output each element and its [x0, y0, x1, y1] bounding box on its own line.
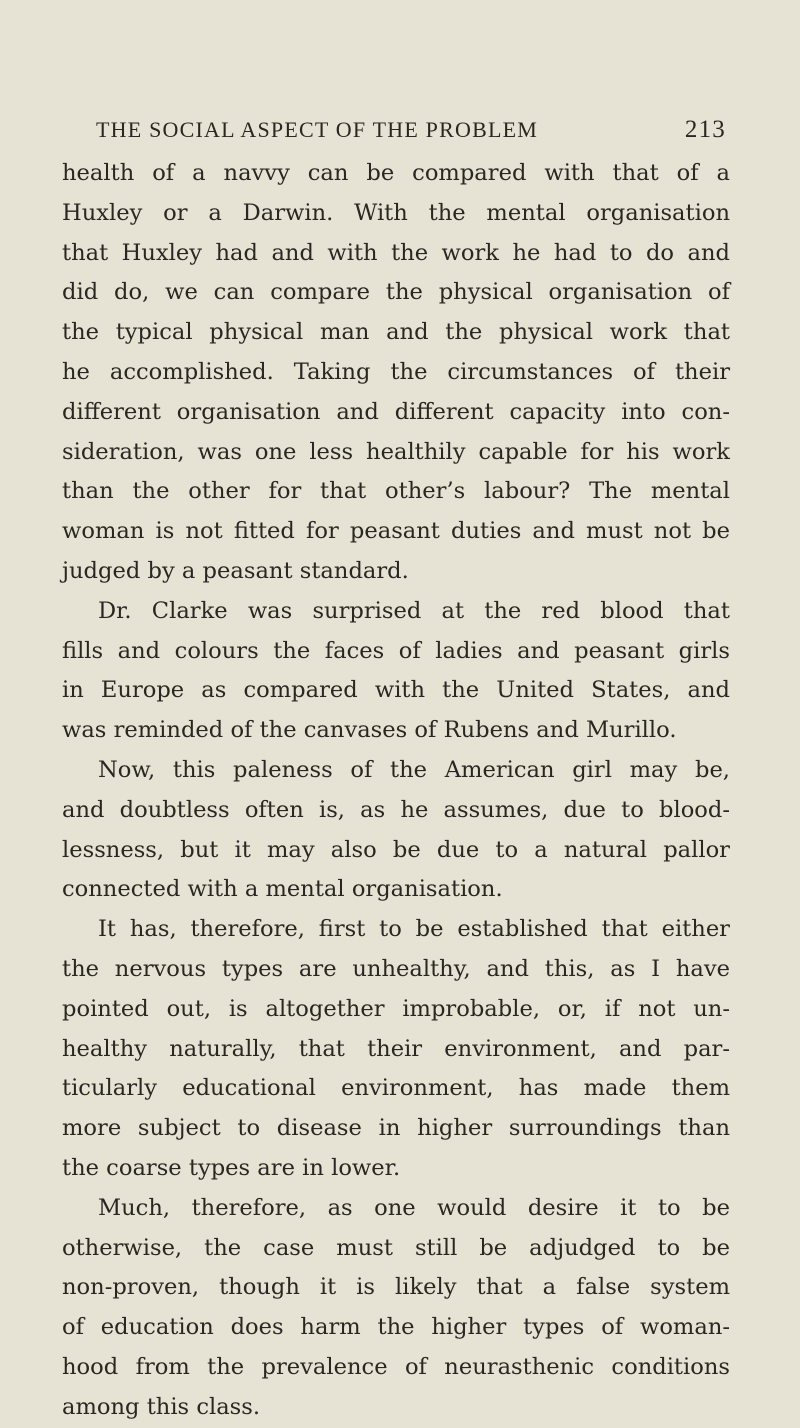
text-line: did do, we can compare the physical organisation of	[62, 279, 730, 306]
text-line: judged by a peasant standard.	[62, 557, 409, 584]
running-head	[96, 114, 726, 146]
text-line: in Europe as compared with the United States, and	[62, 677, 730, 704]
text-line: that Huxley had and with the work he had to do and	[62, 239, 730, 266]
text-line: connected with a mental organisation.	[62, 876, 503, 903]
body-text	[62, 154, 730, 1428]
text-line: It has, therefore, first to be established that either	[98, 916, 730, 943]
text-line: sideration, was one less healthily capable for his work	[62, 438, 730, 465]
text-line: Now, this paleness of the American girl may be,	[98, 756, 730, 783]
running-title: THE SOCIAL ASPECT OF THE PROBLEM	[96, 117, 538, 142]
text-line: and doubtless often is, as he assumes, due to blood-	[62, 796, 730, 823]
text-line: he accomplished. Taking the circumstances of their	[62, 358, 730, 385]
text-line: otherwise, the case must still be adjudged to be	[62, 1234, 730, 1261]
text-line: than the other for that other’s labour? The mental	[62, 478, 730, 505]
text-line: Huxley or a Darwin. With the mental organisation	[62, 199, 730, 226]
text-line: lessness, but it may also be due to a natural pallor	[62, 836, 730, 863]
text-line: different organisation and different capacity into con-	[62, 398, 730, 425]
text-line: more subject to disease in higher surroundings than	[62, 1115, 730, 1142]
text-line: ticularly educational environment, has made them	[62, 1075, 730, 1102]
text-line: was reminded of the canvases of Rubens and Murillo.	[62, 717, 677, 744]
text-line: healthy naturally, that their environment, and par-	[62, 1035, 730, 1062]
text-line: the typical physical man and the physical work that	[62, 319, 730, 346]
text-line: among this class.	[62, 1393, 261, 1420]
text-line: the nervous types are unhealthy, and this, as I have	[62, 955, 730, 982]
text-line: Dr. Clarke was surprised at the red blood that	[98, 597, 730, 624]
text-line: Much, therefore, as one would desire it to be	[98, 1194, 730, 1221]
text-line: woman is not fitted for peasant duties and must not be	[62, 518, 730, 545]
text-line: health of a navvy can be compared with that of a	[62, 160, 730, 186]
text-line: pointed out, is altogether improbable, or, if not un-	[62, 995, 730, 1022]
text-line: of education does harm the higher types of woman-	[62, 1314, 730, 1341]
page-number: 213	[684, 116, 726, 143]
text-line: the coarse types are in lower.	[62, 1154, 401, 1181]
text-line: non-proven, though it is likely that a false system	[62, 1274, 730, 1301]
text-line: fills and colours the faces of ladies and peasant girls	[62, 637, 730, 664]
text-line: hood from the prevalence of neurasthenic conditions	[62, 1353, 730, 1380]
